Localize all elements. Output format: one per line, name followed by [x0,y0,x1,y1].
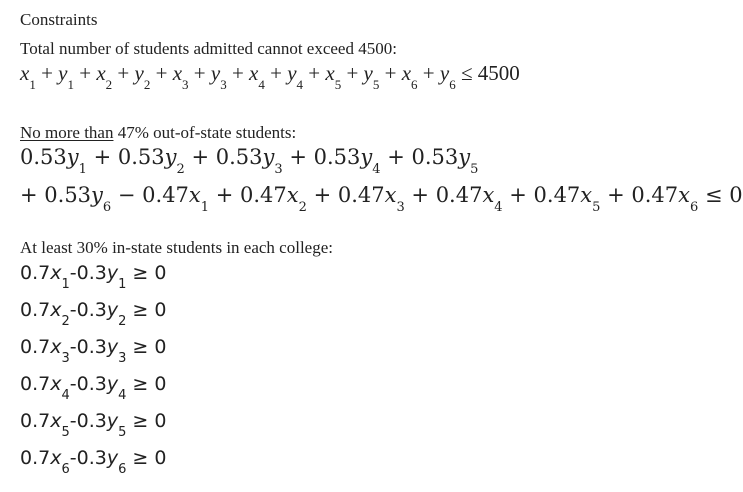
term [401,61,418,92]
coefficient: 0.7 [20,336,51,358]
term [142,183,210,215]
relation: ≥ 0 [126,447,167,469]
variable: y [287,61,297,85]
variable: x [172,61,183,85]
coefficient: 0.7 [20,373,51,395]
coefficient: -0.3 [69,410,107,432]
subscript: 6 [102,200,112,215]
c3-equation-row [20,336,167,366]
coefficient: 0.7 [20,447,51,469]
term [20,61,36,92]
coefficient: 0.53 [20,145,67,169]
operator: + [226,61,250,85]
subscript: 3 [118,351,127,366]
coefficient: 0.53 [411,145,459,169]
term [240,183,307,215]
operator: + [380,145,412,169]
c3-equation-row [20,262,167,292]
c3-equation-row [20,299,167,329]
term [210,61,227,92]
subscript: 5 [470,162,479,177]
subscript: 3 [220,77,227,92]
variable: y [91,183,103,207]
operator: + [86,145,118,169]
relation: ≥ 0 [126,373,167,395]
subscript: 4 [61,388,70,403]
subscript: 4 [118,388,127,403]
operator: + [600,183,632,207]
operator: + [209,183,240,207]
term [411,145,479,177]
variable: x [96,61,106,85]
subscript: 6 [449,77,456,92]
relation: ≥ 0 [126,336,167,358]
operator: + [150,61,173,85]
variable: y [134,61,144,85]
variable: y [210,61,221,85]
subscript: 5 [334,77,342,92]
subscript: 5 [61,425,70,440]
term [313,145,381,177]
c3-equation-row [20,373,167,403]
c3-description: At least 30% in-state students in each college: [20,238,333,257]
coefficient: 0.7 [20,410,51,432]
coefficient: -0.3 [69,447,107,469]
term [325,61,342,92]
operator: − [111,183,143,207]
operator: + [341,61,364,85]
term [96,61,113,92]
subscript: 3 [61,351,70,366]
operator: + [20,183,45,207]
subscript: 3 [274,162,283,177]
term [337,183,405,215]
subscript: 6 [118,462,127,477]
term [58,61,74,92]
coefficient: 0.47 [435,183,483,207]
variable: x [20,61,30,85]
c1-description: Total number of students admitted cannot exceed 4500: [20,39,397,58]
variable: y [164,145,177,169]
subscript: 1 [61,277,70,292]
coefficient: 0.47 [631,183,679,207]
operator: + [404,183,436,207]
c2-description [20,124,296,141]
subscript: 4 [258,77,265,92]
subscript: 1 [29,77,36,92]
relation: ≥ 0 [126,262,167,284]
subscript: 2 [61,314,70,329]
coefficient: 0.53 [44,183,92,207]
variable: x [286,183,299,207]
subscript: 1 [200,200,210,215]
variable: y [360,145,373,169]
variable: y [58,61,68,85]
variable: y [262,145,275,169]
term [44,183,112,215]
term [439,61,456,92]
coefficient: 0.47 [337,183,385,207]
term [20,145,87,177]
subscript: 5 [118,425,127,440]
c3-equation-row [20,410,167,440]
term [363,61,380,92]
variable: y [458,145,471,169]
variable: y [106,410,119,432]
coefficient: -0.3 [69,262,107,284]
c2-underlined-text: No more than [20,123,114,142]
variable: x [188,183,201,207]
operator: + [74,61,97,85]
variable: x [384,183,397,207]
subscript: 4 [372,162,381,177]
subscript: 2 [298,200,307,215]
subscript: 5 [372,77,380,92]
subscript: 1 [118,277,127,292]
variable: x [401,61,412,85]
variable: x [50,447,62,469]
subscript: 2 [176,162,185,177]
term [172,61,189,92]
subscript: 1 [78,162,87,177]
variable: y [106,262,119,284]
c2-equation-line2 [20,183,743,215]
variable: x [50,373,62,395]
variable: y [106,336,119,358]
variable: y [66,145,79,169]
c2-description-rest: 47% out-of-state students: [113,123,297,142]
coefficient: 0.53 [215,145,263,169]
subscript: 2 [143,77,151,92]
term [435,183,503,215]
coefficient: -0.3 [69,336,107,358]
subscript: 3 [396,200,405,215]
operator: + [417,61,440,85]
variable: y [439,61,450,85]
variable: x [50,262,62,284]
term [249,61,265,92]
subscript: 2 [105,77,113,92]
variable: x [678,183,690,207]
term [117,145,185,177]
subscript: 6 [689,200,699,215]
coefficient: 0.47 [533,183,581,207]
subscript: 4 [296,77,304,92]
subscript: 6 [411,77,418,92]
heading: Constraints [20,10,98,29]
variable: y [106,299,119,321]
subscript: 3 [182,77,189,92]
operator: + [184,145,216,169]
term [215,145,283,177]
operator: + [35,61,59,85]
subscript: 6 [61,462,70,477]
operator: + [282,145,314,169]
c3-equation-row [20,447,167,477]
variable: x [325,61,335,85]
operator: + [306,183,338,207]
subscript: 5 [592,200,601,215]
term [134,61,151,92]
coefficient: 0.47 [240,183,287,207]
subscript: 4 [494,200,503,215]
subscript: 2 [118,314,127,329]
term [287,61,304,92]
coefficient: -0.3 [69,299,107,321]
coefficient: 0.7 [20,262,51,284]
variable: y [106,373,119,395]
term [631,183,699,215]
coefficient: 0.53 [117,145,165,169]
operator: + [303,61,326,85]
variable: x [580,183,593,207]
c2-equation-line1 [20,145,479,177]
operator: + [379,61,402,85]
coefficient: 0.47 [142,183,189,207]
variable: x [50,299,62,321]
variable: x [249,61,259,85]
c1-equation [20,61,520,92]
relation: ≥ 0 [126,410,167,432]
coefficient: 0.7 [20,299,51,321]
operator: + [502,183,534,207]
relation: ≤ 4500 [455,61,520,85]
variable: x [50,410,62,432]
operator: + [264,61,288,85]
coefficient: 0.53 [313,145,361,169]
relation: ≤ 0 [698,183,743,207]
relation: ≥ 0 [126,299,167,321]
coefficient: -0.3 [69,373,107,395]
operator: + [112,61,135,85]
variable: x [50,336,62,358]
variable: x [482,183,495,207]
term [533,183,601,215]
subscript: 1 [67,77,74,92]
variable: y [106,447,119,469]
variable: y [363,61,373,85]
operator: + [188,61,211,85]
